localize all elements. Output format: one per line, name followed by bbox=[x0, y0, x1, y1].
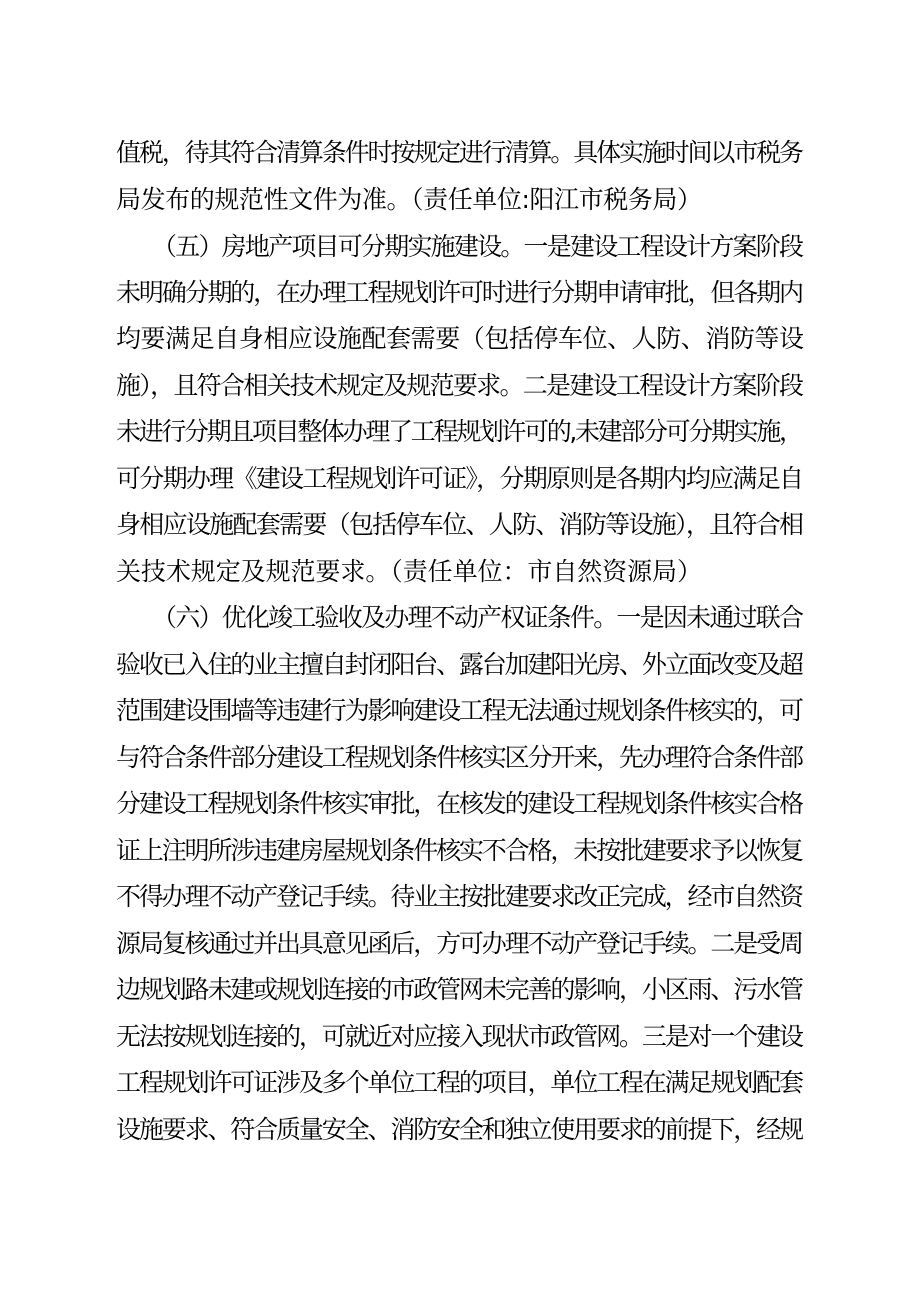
text-line-7: 未进行分期且项目整体办理了工程规划许可的,未建部分可分期实施， bbox=[116, 417, 802, 446]
text-line-16: 证上注明所涉违建房屋规划条件核实不合格，未按批建要求予以恢复 bbox=[116, 836, 802, 865]
section-six-heading-line: （六）优化竣工验收及办理不动产权证条件。一是因未通过联合 bbox=[152, 603, 803, 632]
text-line-12: 验收已入住的业主擅自封闭阳台、露台加建阳光房、外立面改变及超 bbox=[116, 650, 802, 679]
text-line-22: 设施要求、符合质量安全、消防安全和独立使用要求的前提下，经规 bbox=[116, 1115, 802, 1144]
text-line-9: 身相应设施配套需要（包括停车位、人防、消防等设施），且符合相 bbox=[116, 510, 803, 539]
text-line-14: 与符合条件部分建设工程规划条件核实区分开来，先办理符合条件部 bbox=[116, 743, 802, 772]
text-line-15: 分建设工程规划条件核实审批，在核发的建设工程规划条件核实合格 bbox=[116, 789, 802, 818]
text-line-19: 边规划路未建或规划连接的市政管网未完善的影响，小区雨、污水管 bbox=[116, 975, 802, 1004]
text-line-21: 工程规划许可证涉及多个单位工程的项目，单位工程在满足规划配套 bbox=[116, 1068, 802, 1097]
text-line-5: 均要满足自身相应设施配套需要（包括停车位、人防、消防等设 bbox=[116, 324, 804, 353]
text-line-4: 未明确分期的，在办理工程规划许可时进行分期申请审批，但各期内 bbox=[116, 278, 802, 307]
text-line-1: 值税，待其符合清算条件时按规定进行清算。具体实施时间以市税务 bbox=[116, 138, 802, 167]
text-line-13: 范围建设围墙等违建行为影响建设工程无法通过规划条件核实的，可 bbox=[116, 696, 802, 725]
text-line-2: 局发布的规范性文件为准。（责任单位:阳江市税务局） bbox=[116, 185, 702, 214]
text-line-17: 不得办理不动产登记手续。待业主按批建要求改正完成，经市自然资 bbox=[116, 882, 802, 911]
text-line-6: 施），且符合相关技术规定及规范要求。二是建设工程设计方案阶段 bbox=[116, 371, 803, 400]
text-line-18: 源局复核通过并出具意见函后，方可办理不动产登记手续。二是受周 bbox=[116, 929, 802, 958]
text-line-10: 关技术规定及规范要求。（责任单位：市自然资源局） bbox=[116, 557, 702, 586]
text-line-20: 无法按规划连接的，可就近对应接入现状市政管网。三是对一个建设 bbox=[116, 1022, 802, 1051]
section-five-heading-line: （五）房地产项目可分期实施建设。一是建设工程设计方案阶段 bbox=[152, 232, 803, 261]
text-line-8: 可分期办理《建设工程规划许可证》，分期原则是各期内均应满足自 bbox=[116, 464, 803, 493]
